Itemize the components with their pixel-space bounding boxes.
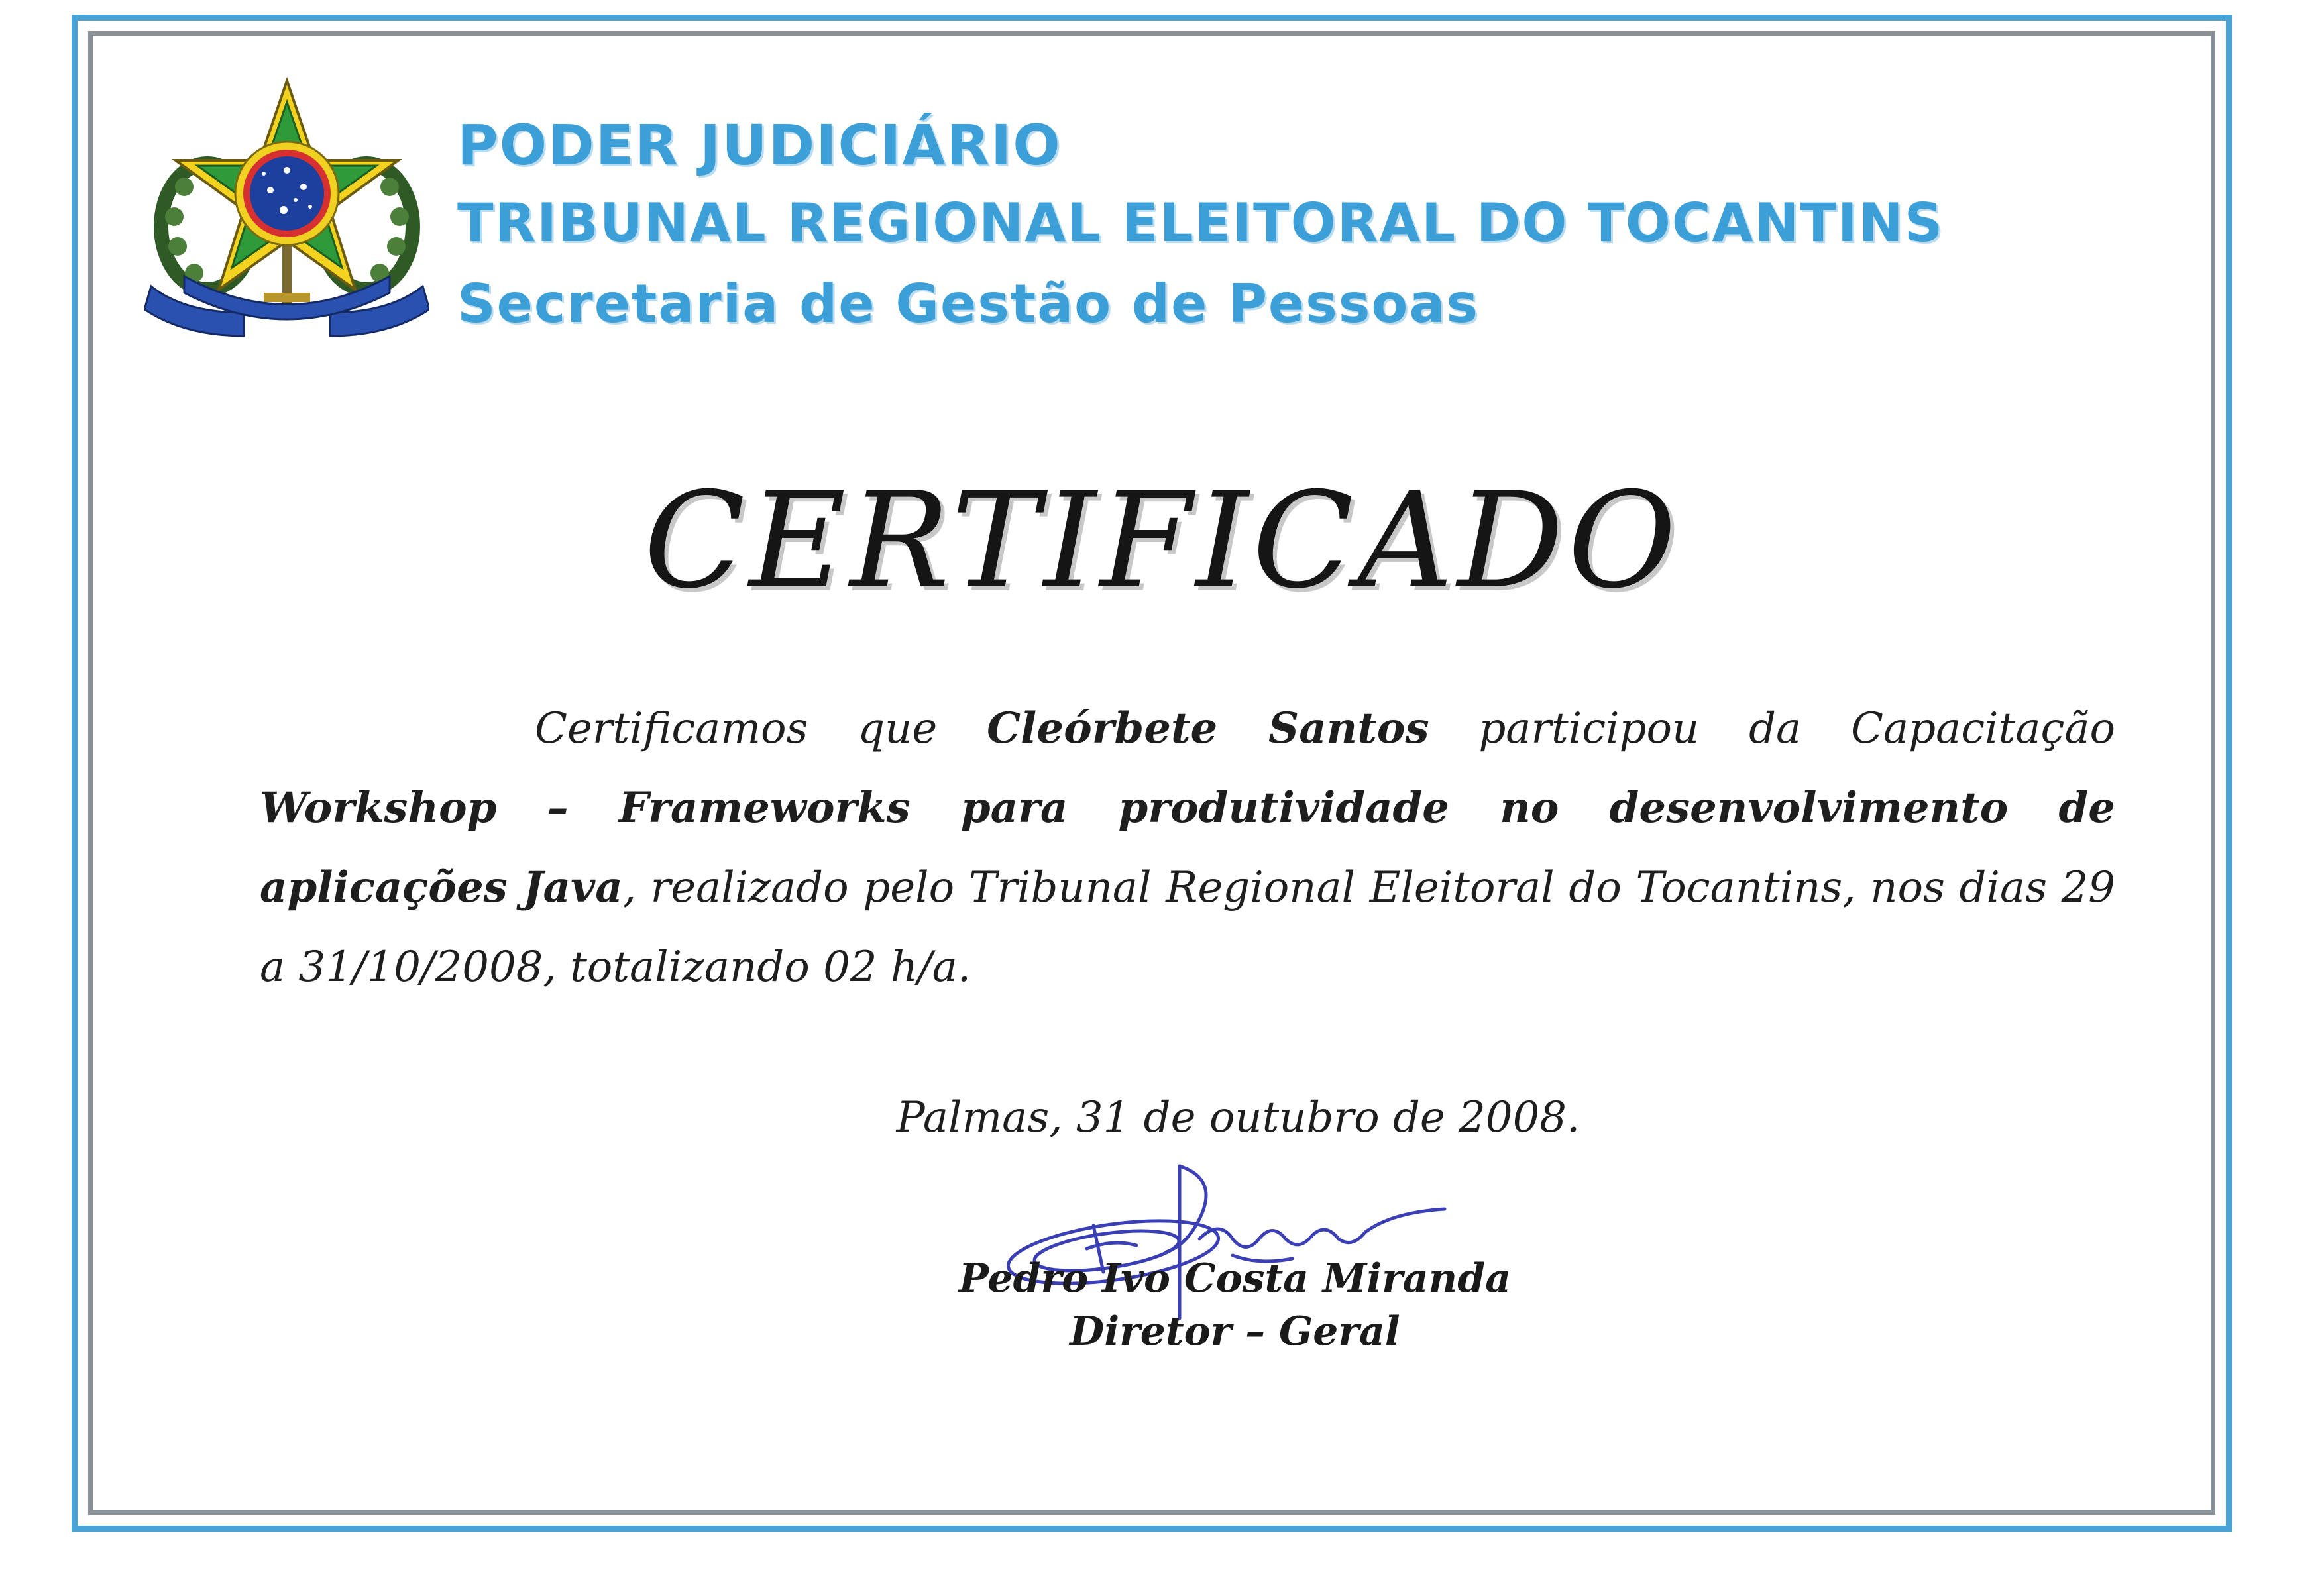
header-line-tribunal: TRIBUNAL REGIONAL ELEITORAL DO TOCANTINS bbox=[457, 192, 1944, 254]
body-intro: Certificamos que bbox=[535, 704, 987, 753]
place-date: Palmas, 31 de outubro de 2008. bbox=[896, 1093, 1580, 1142]
signer-role: Diretor – Geral bbox=[1070, 1308, 1400, 1355]
body-mid2: , realizado pelo Tribunal Regional Eleitoral do Tocantins, nos dias 29 a 31/10/2008, totalizando 02 h/a. bbox=[260, 863, 2116, 992]
participant-name: Cleórbete Santos bbox=[987, 704, 1429, 753]
certificate-title: CERTIFICADO bbox=[643, 464, 1681, 618]
body-mid1: participou da Capacitação bbox=[1429, 704, 2115, 753]
header-line-judiciary: PODER JUDICIÁRIO bbox=[457, 113, 1062, 178]
brazil-coat-of-arms-icon bbox=[144, 74, 429, 339]
signer-name: Pedro Ivo Costa Miranda bbox=[958, 1255, 1512, 1302]
certificate-body bbox=[260, 689, 2115, 1007]
course-name: Workshop – Frameworks para produtividade no desenvolvimento de aplicações Java bbox=[260, 783, 2115, 912]
header-line-secretariat: Secretaria de Gestão de Pessoas bbox=[457, 273, 1479, 335]
